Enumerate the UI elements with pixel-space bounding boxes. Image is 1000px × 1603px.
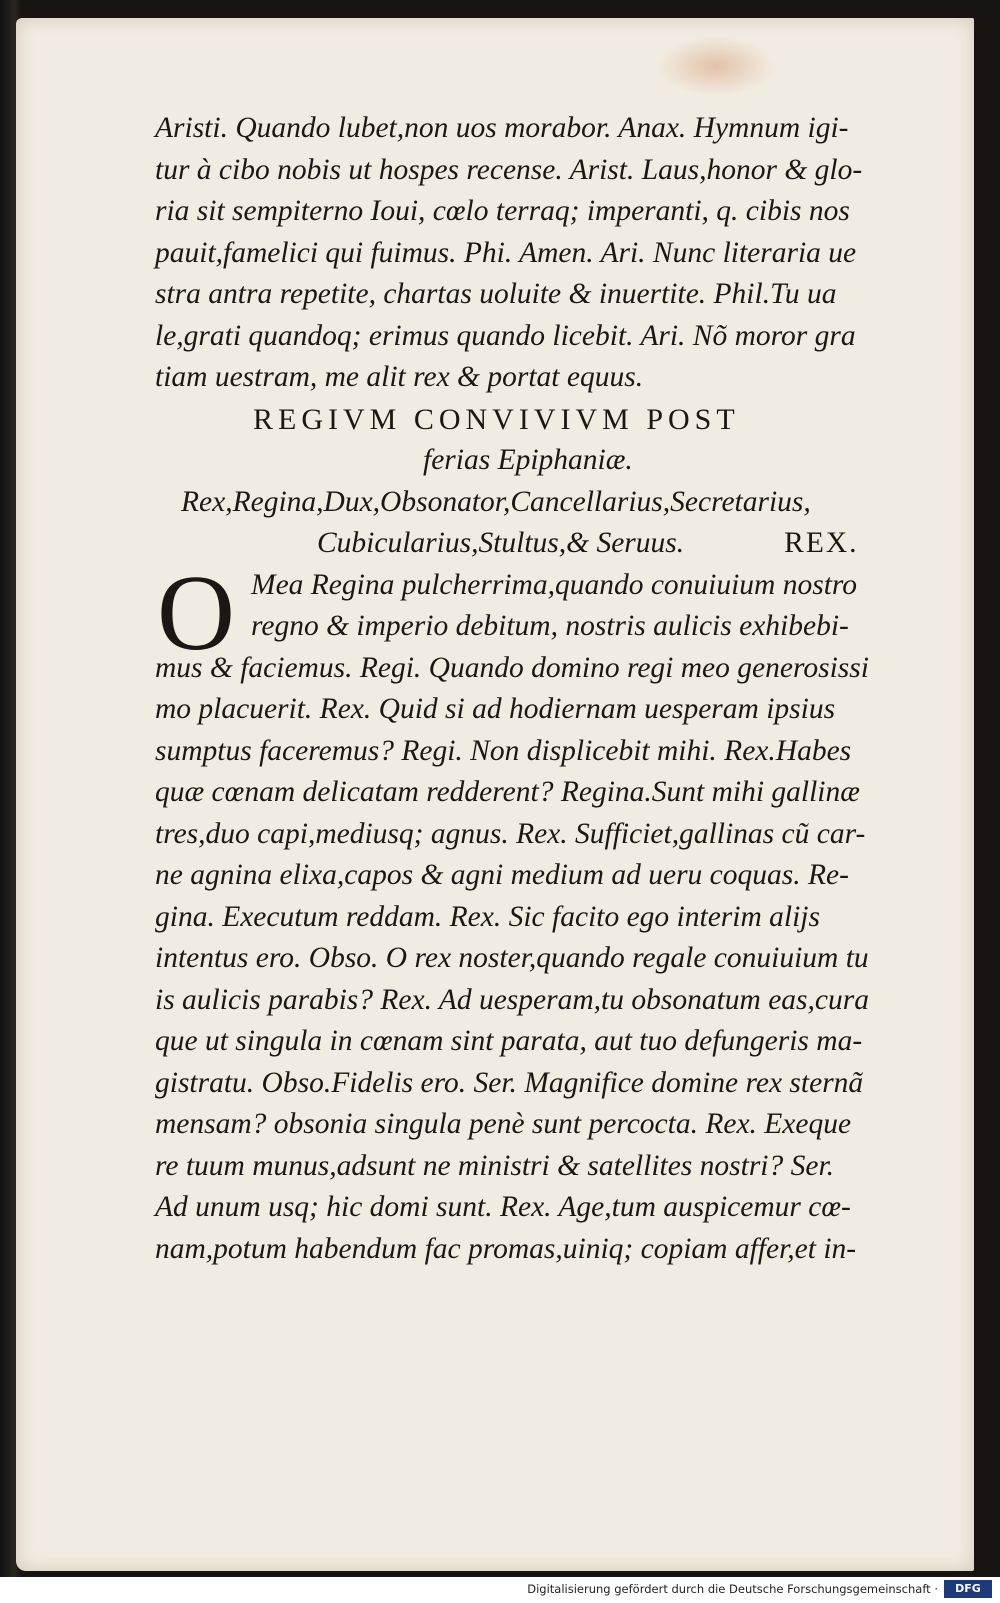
text-line: le,grati quandoq; erimus quando licebit. Ari. Nõ moror gra [155,319,856,352]
dfg-logo: DFG [944,1580,992,1598]
text-line: is aulicis parabis? Rex. Ad uesperam,tu obsonatum eas,cura [155,983,869,1016]
text-line: sumptus faceremus? Regi. Non displicebit mihi. Rex.Habes [155,734,852,767]
text-line: tiam uestram, me alit rex & portat equus. [155,361,644,393]
text-line: intentus ero. Obso. O rex noster,quando regale conuiuium tu [155,942,869,974]
text-line: Aristi. Quando lubet,non uos morabor. Anax. Hymnum igi- [155,112,849,144]
section-subheading: ferias Epiphaniæ. [423,444,633,476]
text-line: ne agnina elixa,capos & agni medium ad ueru coquas. Re- [155,859,849,891]
text-line: stra antra repetite, chartas uoluite & inuertite. Phil.Tu ua [155,278,837,310]
text-line: ria sit sempiterno Ioui, cœlo terraq; imperanti, q. cibis nos [155,195,850,227]
text-line: mo placuerit. Rex. Quid si ad hodiernam uesperam ipsius [155,693,836,725]
page-stain [656,36,776,96]
page-text [155,108,925,1270]
text-line: quæ cœnam delicatam redderent? Regina.Sunt mihi gallinæ [155,776,860,808]
character-list: Rex,Regina,Dux,Obsonator,Cancellarius,Secretarius, [181,485,811,518]
drop-cap-initial: O [157,553,235,673]
text-line: regno & imperio debitum, nostris aulicis exhibebi- [251,610,849,642]
text-line: nam,potum habendum fac promas,uiniq; copiam affer,et in- [155,1232,857,1265]
text-line: tur à cibo nobis ut hospes recense. Arist. Laus,honor & glo- [155,153,863,186]
section-heading: REGIVM CONVIVIVM POST [253,402,740,436]
footer-bar [0,1577,1000,1603]
character-list-text: Cubicularius,Stultus,& Seruus. [317,527,685,559]
text-line: que ut singula in cœnam sint parata, aut tuo defungeris ma- [155,1025,863,1057]
speaker-label: REX. [784,527,859,559]
dialogue-body [155,553,925,1271]
text-line: gistratu. Obso.Fidelis ero. Ser. Magnifice domine rex sternã [155,1066,864,1099]
text-line: re tuum munus,adsunt ne ministri & satellites nostri? Ser. [155,1149,835,1182]
text-line: pauit,famelici qui fuimus. Phi. Amen. Ari. Nunc literaria ue [155,236,857,269]
text-line: gina. Executum reddam. Rex. Sic facito ego interim alijs [155,900,820,933]
character-list-continued [155,523,925,565]
text-line: tres,duo capi,mediusq; agnus. Rex. Sufficiet,gallinas cũ car- [155,817,866,850]
text-line: mus & faciemus. Regi. Quando domino regi meo generosissi [155,651,869,684]
funding-credit: Digitalisierung gefördert durch die Deutsche Forschungsgemeinschaft · [527,1582,938,1596]
text-line: mensam? obsonia singula penè sunt percocta. Rex. Exeque [155,1108,852,1140]
text-line: Ad unum usq; hic domi sunt. Rex. Age,tum auspicemur cœ- [155,1191,851,1223]
text-line: Mea Regina pulcherrima,quando conuiuium nostro [251,568,858,601]
